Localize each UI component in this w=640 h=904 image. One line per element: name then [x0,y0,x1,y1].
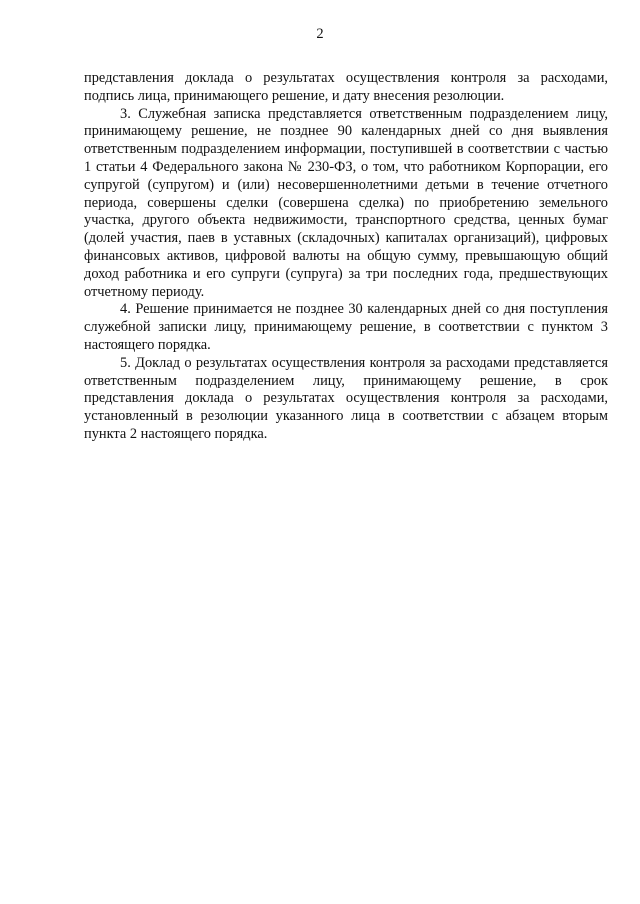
paragraph-continuation: представления доклада о результатах осуществления контроля за расходами, подпись лица, принимающего решение, и дату внесения резолюции. [84,70,608,104]
page-number: 2 [316,26,324,42]
paragraph-item-5: 5. Доклад о результатах осуществления контроля за расходами представляется ответственным подразделением лицу, принимающему решение, в срок представления доклада о результатах осуществления контроля за расходами, установленный в резолюции указанного лица в соответствии с абзацем вторым пункта 2 настоящего порядка. [84,354,608,442]
paragraph-item-3: 3. Служебная записка представляется ответственным подразделением лицу, принимающему решение, не позднее 90 календарных дней со дня выявления ответственным подразделением информации, поступившей в соответствии с частью 1 статьи 4 Федерального закона № 230-ФЗ, о том, что работником Корпорации, его супругой (супругом) и (или) несовершеннолетними детьми в течение отчетного периода, совершены сделки (совершена сделка) по приобретению земельного участка, другого объекта недвижимости, транспортного средства, ценных бумаг (долей участия, паев в уставных (складочных) капиталах организаций), цифровых финансовых активов, цифровой валюты на общую сумму, превышающую общий доход работника и его супруги (супруга) за три последних года, предшествующих отчетному периоду. [84,105,608,300]
paragraph-item-4: 4. Решение принимается не позднее 30 календарных дней со дня поступления служебной записки лицу, принимающему решение, в соответствии с пунктом 3 настоящего порядка. [84,301,608,353]
document-body [84,70,608,444]
